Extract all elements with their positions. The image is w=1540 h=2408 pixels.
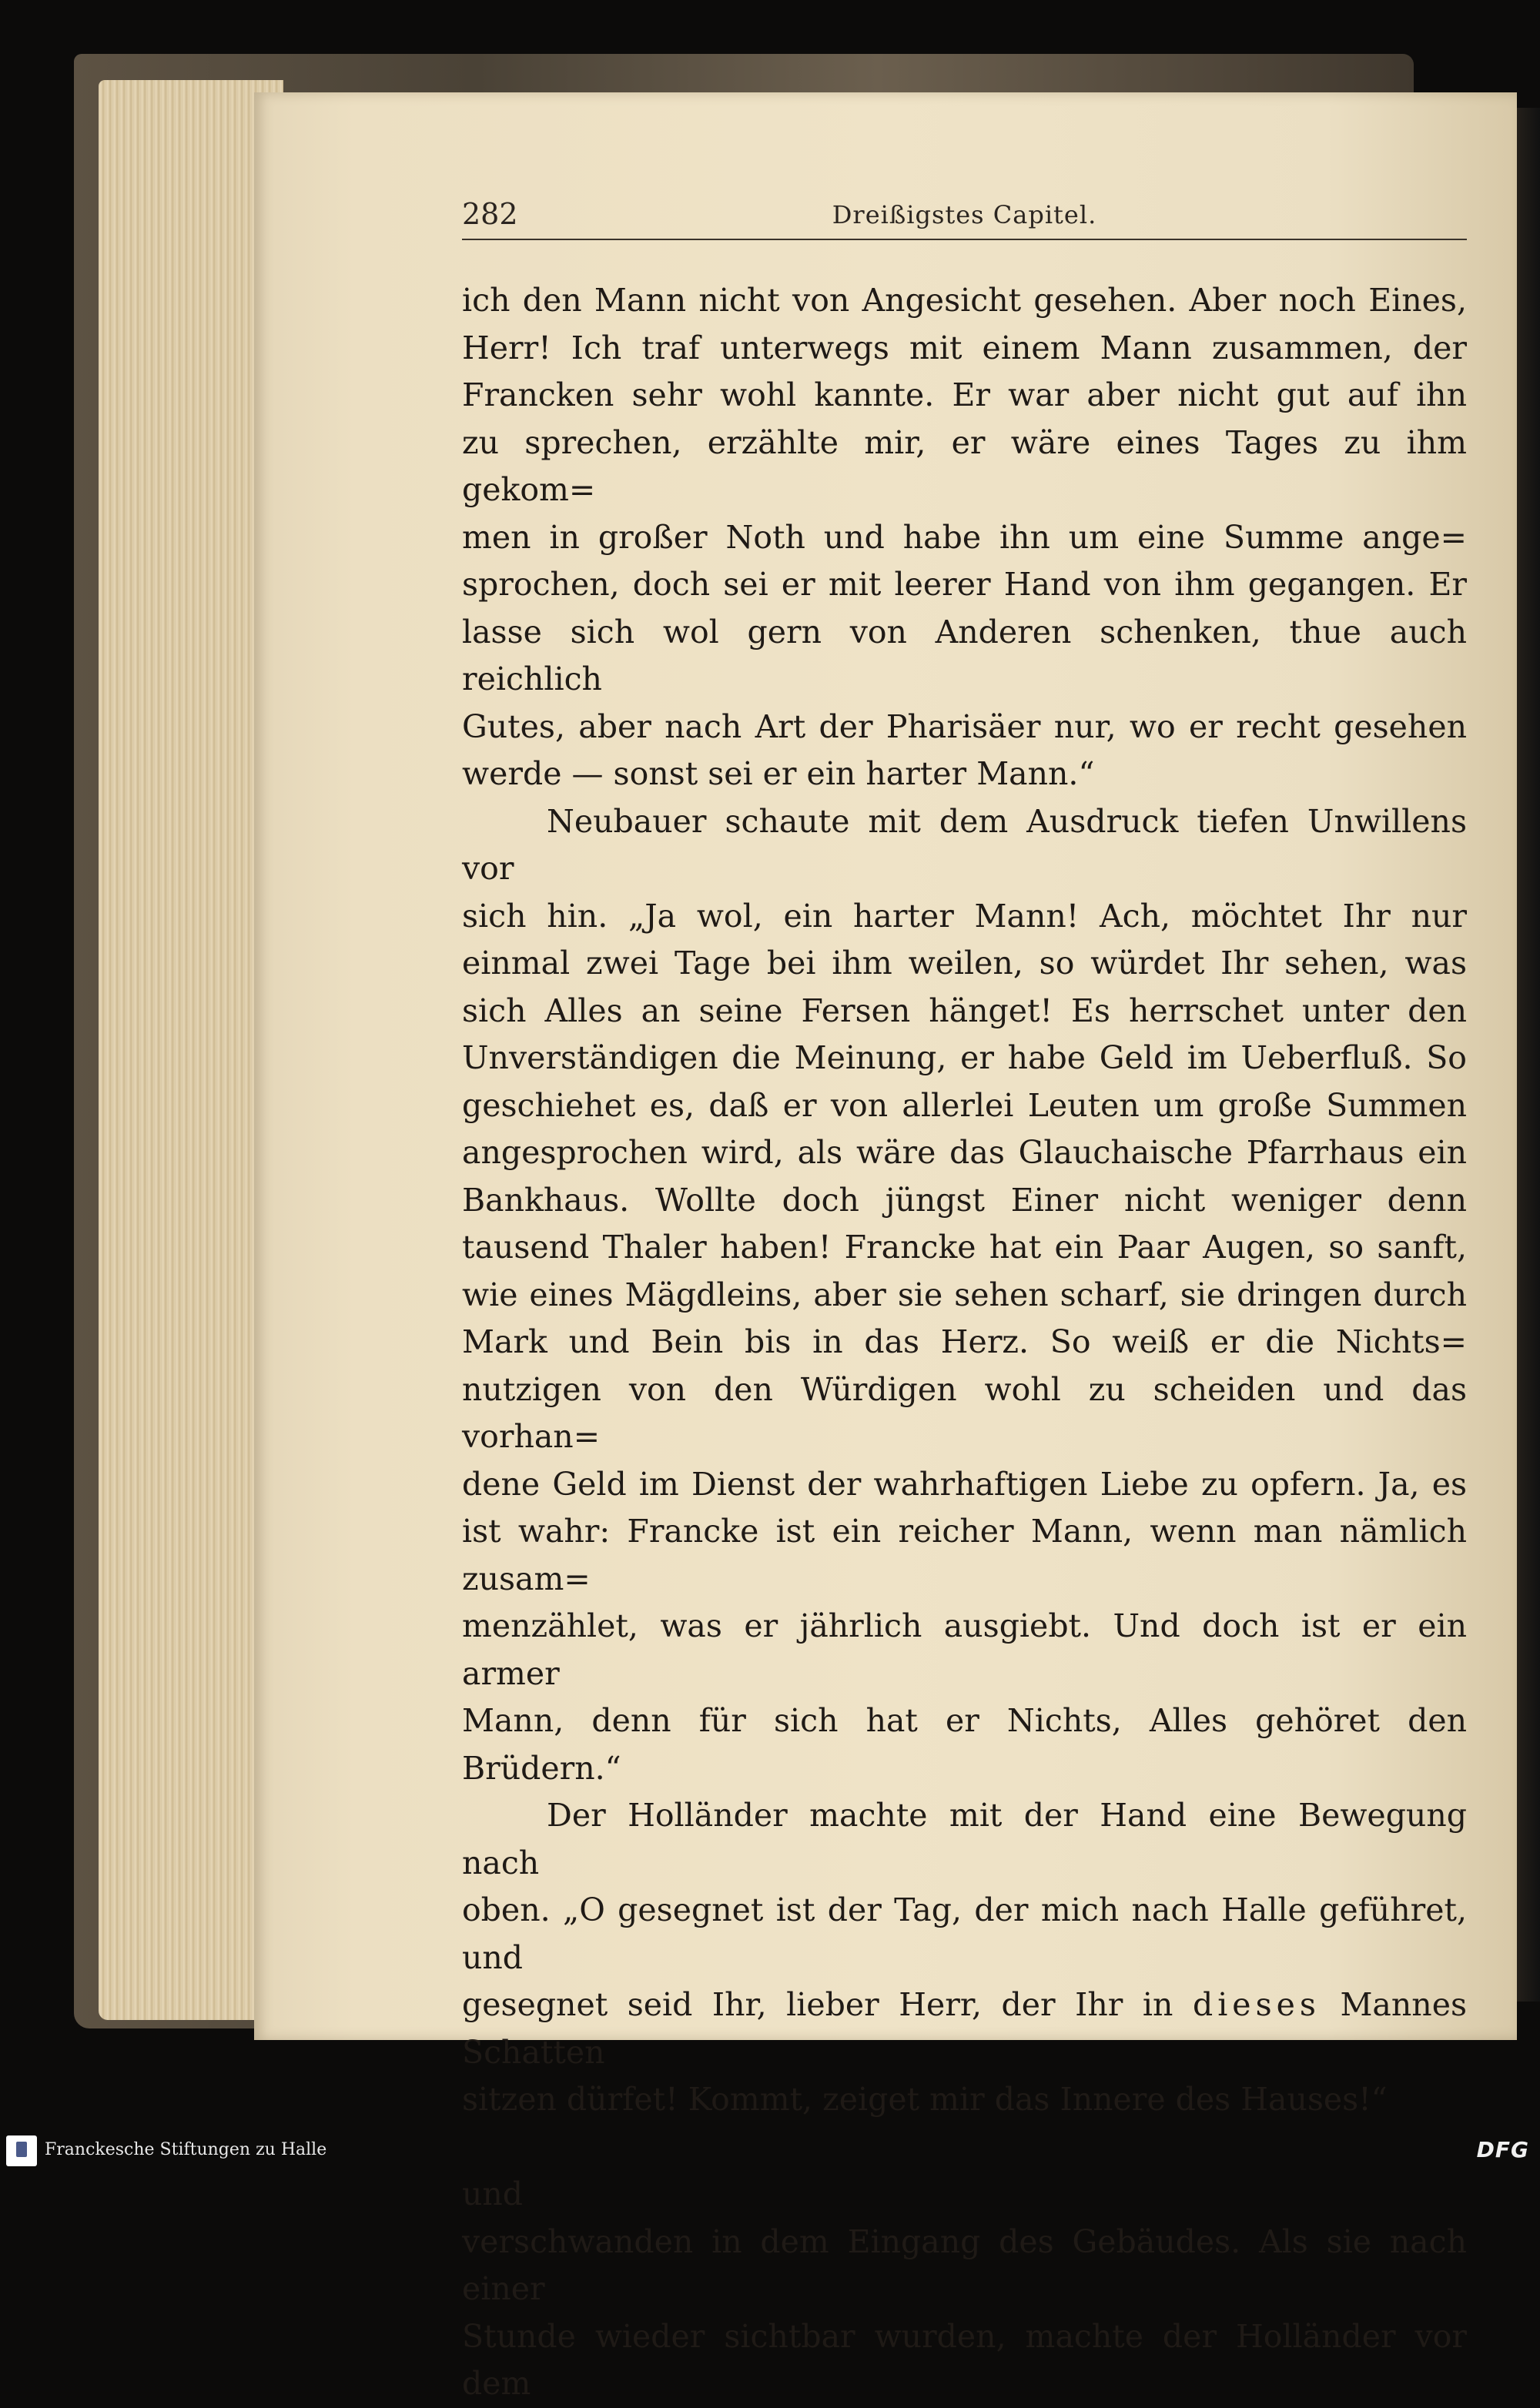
text-line: sprochen, doch sei er mit leerer Hand von ihm gegangen. Er bbox=[462, 566, 1467, 603]
text-line: angesprochen wird, als wäre das Glauchaische Pfarrhaus ein bbox=[462, 1134, 1467, 1171]
paragraph-1 bbox=[462, 277, 1467, 798]
text-line: werde — sonst sei er ein harter Mann.“ bbox=[462, 755, 1095, 792]
text-line: Unverständigen die Meinung, er habe Geld im Ueberfluß. So bbox=[462, 1039, 1467, 1076]
text-line: dene Geld im Dienst der wahrhaftigen Liebe zu opfern. Ja, es bbox=[462, 1465, 1467, 1503]
text-span: Mannes Schatten bbox=[462, 1986, 1467, 2071]
text-line: oben. „O gesegnet ist der Tag, der mich nach Halle geführet, und bbox=[462, 1891, 1467, 1976]
text-line: Gutes, aber nach Art der Pharisäer nur, wo er recht gesehen bbox=[462, 707, 1467, 745]
text-line: sich hin. „Ja wol, ein harter Mann! Ach, möchtet Ihr nur bbox=[462, 897, 1467, 935]
text-line: tausend Thaler haben! Francke hat ein Paar Augen, so sanft, bbox=[462, 1229, 1467, 1266]
text-line: Francken sehr wohl kannte. Er war aber nicht gut auf ihn bbox=[462, 376, 1467, 413]
text-line: ist wahr: Francke ist ein reicher Mann, wenn man nämlich zusam= bbox=[462, 1513, 1467, 1597]
text-line: Der Holländer machte mit der Hand eine Bewegung nach bbox=[462, 1797, 1467, 1881]
text-line: Stunde wieder sichtbar wurden, machte der Holländer vor dem bbox=[462, 2317, 1467, 2402]
paragraph-2 bbox=[462, 798, 1467, 1793]
franckesche-stiftungen-logo-icon bbox=[6, 2135, 37, 2166]
text-line: Mark und Bein bis in das Herz. So weiß er die Nichts= bbox=[462, 1323, 1467, 1360]
text-line: menzählet, was er jährlich ausgiebt. Und doch ist er ein armer bbox=[462, 1607, 1467, 1692]
text-line: geschiehet es, daß er von allerlei Leuten um große Summen bbox=[462, 1086, 1467, 1124]
body-text bbox=[462, 277, 1467, 2408]
footer-bar bbox=[0, 2132, 1540, 2170]
text-line: zu sprechen, erzählte mir, er wäre eines Tages zu ihm gekom= bbox=[462, 423, 1467, 508]
running-head bbox=[462, 192, 1467, 240]
paragraph-3 bbox=[462, 1792, 1467, 2124]
text-line: lasse sich wol gern von Anderen schenken, thue auch reichlich bbox=[462, 613, 1467, 697]
text-line: ich den Mann nicht von Angesicht gesehen. Aber noch Eines, bbox=[462, 282, 1467, 319]
page-number: 282 bbox=[462, 197, 518, 231]
text-line: Herr! Ich traf unterwegs mit einem Mann zusammen, der bbox=[462, 329, 1467, 366]
text-span: gesegnet seid Ihr, lieber Herr, der Ihr in bbox=[462, 1986, 1173, 2023]
source-credit: Franckesche Stiftungen zu Halle bbox=[45, 2140, 327, 2159]
dfg-logo: DFG bbox=[1476, 2137, 1529, 2162]
text-line: Bankhaus. Wollte doch jüngst Einer nicht weniger denn bbox=[462, 1181, 1467, 1219]
text-line: sitzen dürfet! Kommt, zeiget mir das Innere des Hauses!“ bbox=[462, 2081, 1388, 2118]
text-line: Mann, denn für sich hat er Nichts, Alles gehöret den Brüdern.“ bbox=[462, 1702, 1467, 1787]
text-line: nutzigen von den Würdigen wohl zu scheiden und das vorhan= bbox=[462, 1370, 1467, 1455]
text-line: sich Alles an seine Fersen hänget! Es herrschet unter den bbox=[462, 992, 1467, 1029]
text-line: verschwanden in dem Eingang des Gebäudes. Als sie nach einer bbox=[462, 2222, 1467, 2307]
chapter-title: Dreißigstes Capitel. bbox=[832, 200, 1097, 229]
text-line bbox=[462, 1982, 1467, 2076]
text-line: und bbox=[462, 2176, 524, 2212]
text-line: men in großer Noth und habe ihn um eine Summe ange= bbox=[462, 518, 1467, 556]
text-line: wie eines Mägdleins, aber sie sehen scharf, sie dringen durch bbox=[462, 1276, 1467, 1313]
text-line: Neubauer schaute mit dem Ausdruck tiefen Unwillens vor bbox=[462, 802, 1467, 887]
emphasized-word: dieses bbox=[1192, 1986, 1321, 2023]
text-line: einmal zwei Tage bei ihm weilen, so würdet Ihr sehen, was bbox=[462, 945, 1467, 982]
